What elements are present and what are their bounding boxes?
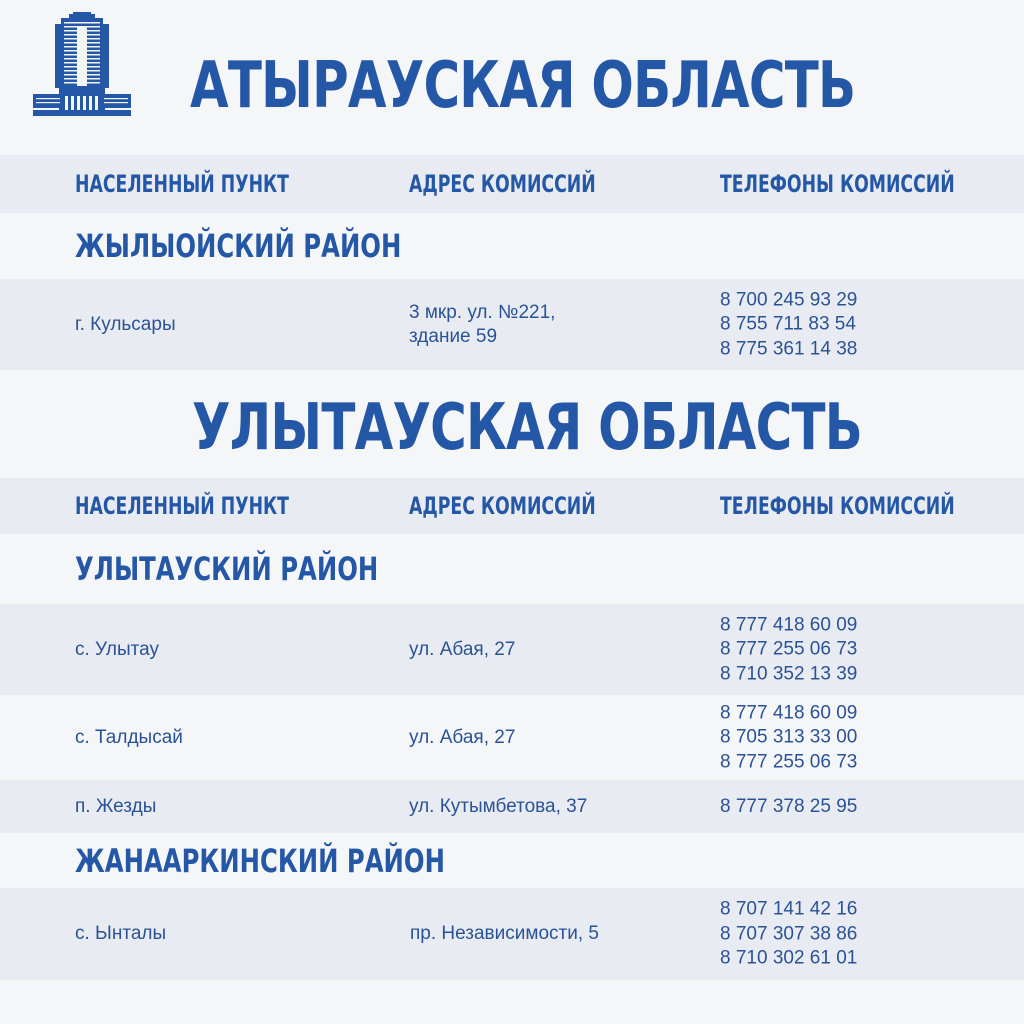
table-row [0, 780, 1024, 833]
government-building-icon [33, 12, 131, 116]
table-row [0, 888, 1024, 980]
settlement-cell: с. Талдысай [75, 726, 183, 748]
settlement-cell: г. Кульсары [75, 313, 176, 335]
address-cell: ул. Кутымбетова, 37 [409, 795, 588, 817]
header-phones: ТЕЛЕФОНЫ КОМИССИЙ [720, 170, 955, 198]
region-title-ulytau: УЛЫТАУСКАЯ ОБЛАСТЬ [192, 391, 863, 465]
header-settlement: НАСЕЛЕННЫЙ ПУНКТ [75, 492, 289, 520]
settlement-cell: с. Улытау [75, 638, 159, 660]
district-name-zhanaarka: ЖАНААРКИНСКИЙ РАЙОН [75, 841, 445, 880]
district-heading [0, 213, 1024, 279]
district-heading [0, 534, 1024, 604]
region-title-atyrau: АТЫРАУСКАЯ ОБЛАСТЬ [190, 49, 856, 123]
header-address: АДРЕС КОМИССИЙ [409, 492, 596, 520]
address-cell: пр. Независимости, 5 [410, 923, 599, 944]
phones-cell: 8 777 418 60 09 8 705 313 33 00 8 777 255 06 73 [720, 701, 858, 772]
header-settlement: НАСЕЛЕННЫЙ ПУНКТ [75, 170, 289, 198]
phones-cell: 8 700 245 93 29 8 755 711 83 54 8 775 361 14 38 [720, 288, 858, 359]
table-row [0, 604, 1024, 695]
table-header [0, 478, 1024, 534]
district-name-zhylyoi: ЖЫЛЫОЙСКИЙ РАЙОН [75, 227, 402, 265]
table-header [0, 155, 1024, 213]
phones-cell: 8 777 418 60 09 8 777 255 06 73 8 710 352 13 39 [720, 613, 858, 684]
header-phones: ТЕЛЕФОНЫ КОМИССИЙ [720, 492, 955, 520]
header-address: АДРЕС КОМИССИЙ [409, 170, 596, 198]
district-name-ulytau: УЛЫТАУСКИЙ РАЙОН [75, 550, 379, 588]
phones-cell: 8 707 141 42 16 8 707 307 38 86 8 710 302 61 01 [720, 898, 858, 969]
address-cell: ул. Абая, 27 [409, 638, 516, 660]
settlement-cell: с. Ынталы [75, 923, 167, 944]
table-row [0, 279, 1024, 370]
district-heading [0, 833, 1024, 888]
address-cell: 3 мкр. ул. №221, здание 59 [409, 301, 556, 347]
address-cell: ул. Абая, 27 [409, 726, 516, 748]
phones-cell: 8 777 378 25 95 [720, 795, 858, 817]
table-row [0, 695, 1024, 780]
settlement-cell: п. Жезды [75, 795, 157, 817]
